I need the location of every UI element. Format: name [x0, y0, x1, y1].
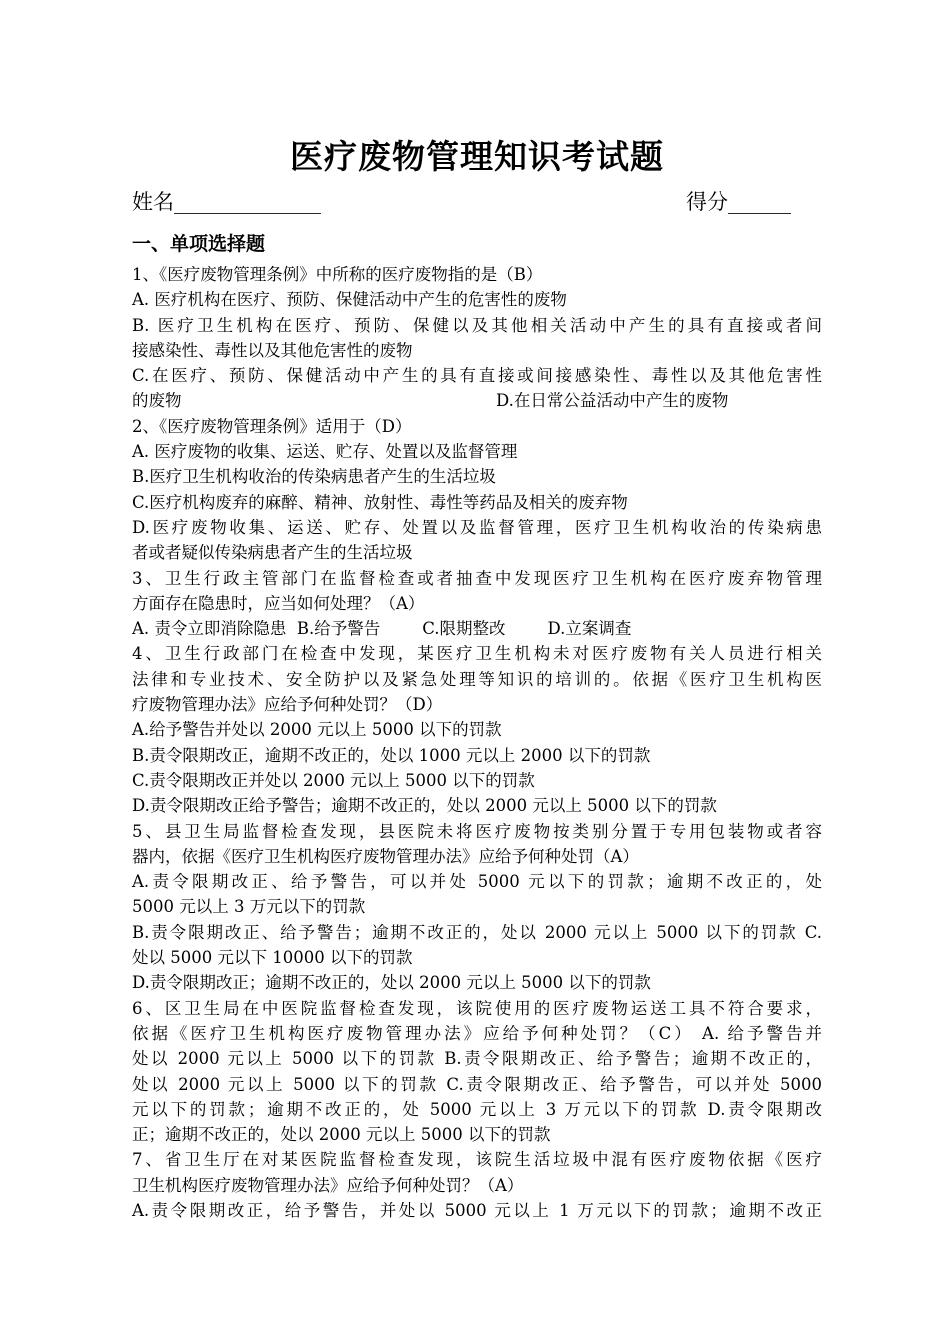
- text-line: 处以 2000 元以上 5000 以下的罚款 B.责令限期改正、给予警告；逾期不改正的，: [132, 1049, 822, 1069]
- text-line: 器内，依据《医疗卫生机构医疗废物管理办法》应给予何种处罚（A）: [132, 846, 639, 866]
- text-line: 1、《医疗废物管理条例》中所称的医疗废物指的是（B）: [132, 265, 543, 284]
- text-line: A.给予警告并处以 2000 元以上 5000 以下的罚款: [132, 720, 502, 740]
- text-line: A. 医疗废物的收集、运送、贮存、处置以及监督管理: [132, 442, 518, 462]
- exam-page: [132, 128, 822, 1223]
- text-line: 者或者疑似传染病患者产生的生活垃圾: [132, 543, 413, 563]
- text-line: A. 医疗机构在医疗、预防、保健活动中产生的危害性的废物: [132, 290, 567, 310]
- section-title: 一、单项选择题: [132, 233, 266, 255]
- text-line: 5000 元以上 3 万元以下的罚款: [132, 897, 366, 917]
- text-line: 方面存在隐患时，应当如何处理？（A）: [132, 593, 425, 613]
- text-line: 正；逾期不改正的，处以 2000 元以上 5000 以下的罚款: [132, 1125, 551, 1145]
- text-fragment: D.在日常公益活动中产生的废物: [496, 391, 729, 411]
- text-line: D.医疗废物收集、运送、贮存、处置以及监督管理，医疗卫生机构收治的传染病患: [132, 517, 822, 537]
- text-line: 2、《医疗废物管理条例》适用于（D）: [132, 416, 412, 436]
- text-line: C.医疗机构废弃的麻醉、精神、放射性、毒性等药品及相关的废弃物: [132, 492, 628, 512]
- text-line: B.责令限期改正、给予警告；逾期不改正的，处以 2000 元以上 5000 以下的罚款 C.: [132, 922, 822, 942]
- text-line: B.医疗卫生机构收治的传染病患者产生的生活垃圾: [132, 467, 496, 487]
- name-field: 姓名______________: [132, 190, 321, 214]
- text-line: 接感染性、毒性以及其他危害性的废物: [132, 340, 413, 360]
- text-line: 7、省卫生厅在对某医院监督检查发现，该院生活垃圾中混有医疗废物依据《医疗: [132, 1150, 822, 1170]
- text-line: B. 医疗卫生机构在医疗、预防、保健以及其他相关活动中产生的具有直接或者间: [132, 315, 822, 335]
- text-line: 疗废物管理办法》应给予何种处罚？（D）: [132, 695, 443, 715]
- text-line: D.责令限期改正给予警告；逾期不改正的，处以 2000 元以上 5000 以下的罚款: [132, 796, 717, 816]
- text-line: 元以下的罚款；逾期不改正的，处 5000 元以上 3 万元以下的罚款 D.责令限期改: [132, 1099, 822, 1119]
- text-line: 处以 5000 元以下 10000 以下的罚款: [132, 948, 413, 968]
- score-field: 得分______: [686, 190, 791, 214]
- text-line: 卫生机构医疗废物管理办法》应给予何种处罚？（A）: [132, 1175, 524, 1195]
- text-line: 5、县卫生局监督检查发现，县医院未将医疗废物按类别分置于专用包装物或者容: [132, 821, 822, 841]
- text-line: D.责令限期改正；逾期不改正的，处以 2000 元以上 5000 以下的罚款: [132, 973, 651, 993]
- text-line: [132, 388, 822, 413]
- text-line: A. 责令立即消除隐患 B.给予警告 C.限期整改 D.立案调查: [132, 619, 632, 639]
- text-line: C.在医疗、预防、保健活动中产生的具有直接或间接感染性、毒性以及其他危害性: [132, 366, 822, 386]
- text-line: 3、卫生行政主管部门在监督检查或者抽查中发现医疗卫生机构在医疗废弃物管理: [132, 568, 822, 588]
- text-line: B.责令限期改正，逾期不改正的，处以 1000 元以上 2000 以下的罚款: [132, 745, 651, 765]
- question-list: [132, 262, 822, 1223]
- text-line: A.责令限期改正，给予警告，并处以 5000 元以上 1 万元以下的罚款；逾期不改正: [132, 1200, 822, 1220]
- header-fields: [132, 186, 822, 222]
- text-line: 处以 2000 元以上 5000 以下的罚款 C.责令限期改正、给予警告，可以并处 5000: [132, 1074, 822, 1094]
- text-line: A.责令限期改正、给予警告，可以并处 5000 元以下的罚款；逾期不改正的，处: [132, 872, 822, 892]
- text-line: C.责令限期改正并处以 2000 元以上 5000 以下的罚款: [132, 770, 535, 790]
- text-line: 法律和专业技术、安全防护以及紧急处理等知识的培训的。依据《医疗卫生机构医: [132, 669, 822, 689]
- text-line: 4、卫生行政部门在检查中发现，某医疗卫生机构未对医疗废物有关人员进行相关: [132, 644, 822, 664]
- page-title: 医疗废物管理知识考试题: [290, 137, 664, 176]
- text-line: 依据《医疗卫生机构医疗废物管理办法》应给予何种处罚？（C） A. 给予警告并: [132, 1023, 822, 1043]
- text-fragment: 的废物: [132, 391, 182, 411]
- text-line: 6、区卫生局在中医院监督检查发现，该院使用的医疗废物运送工具不符合要求，: [132, 998, 822, 1018]
